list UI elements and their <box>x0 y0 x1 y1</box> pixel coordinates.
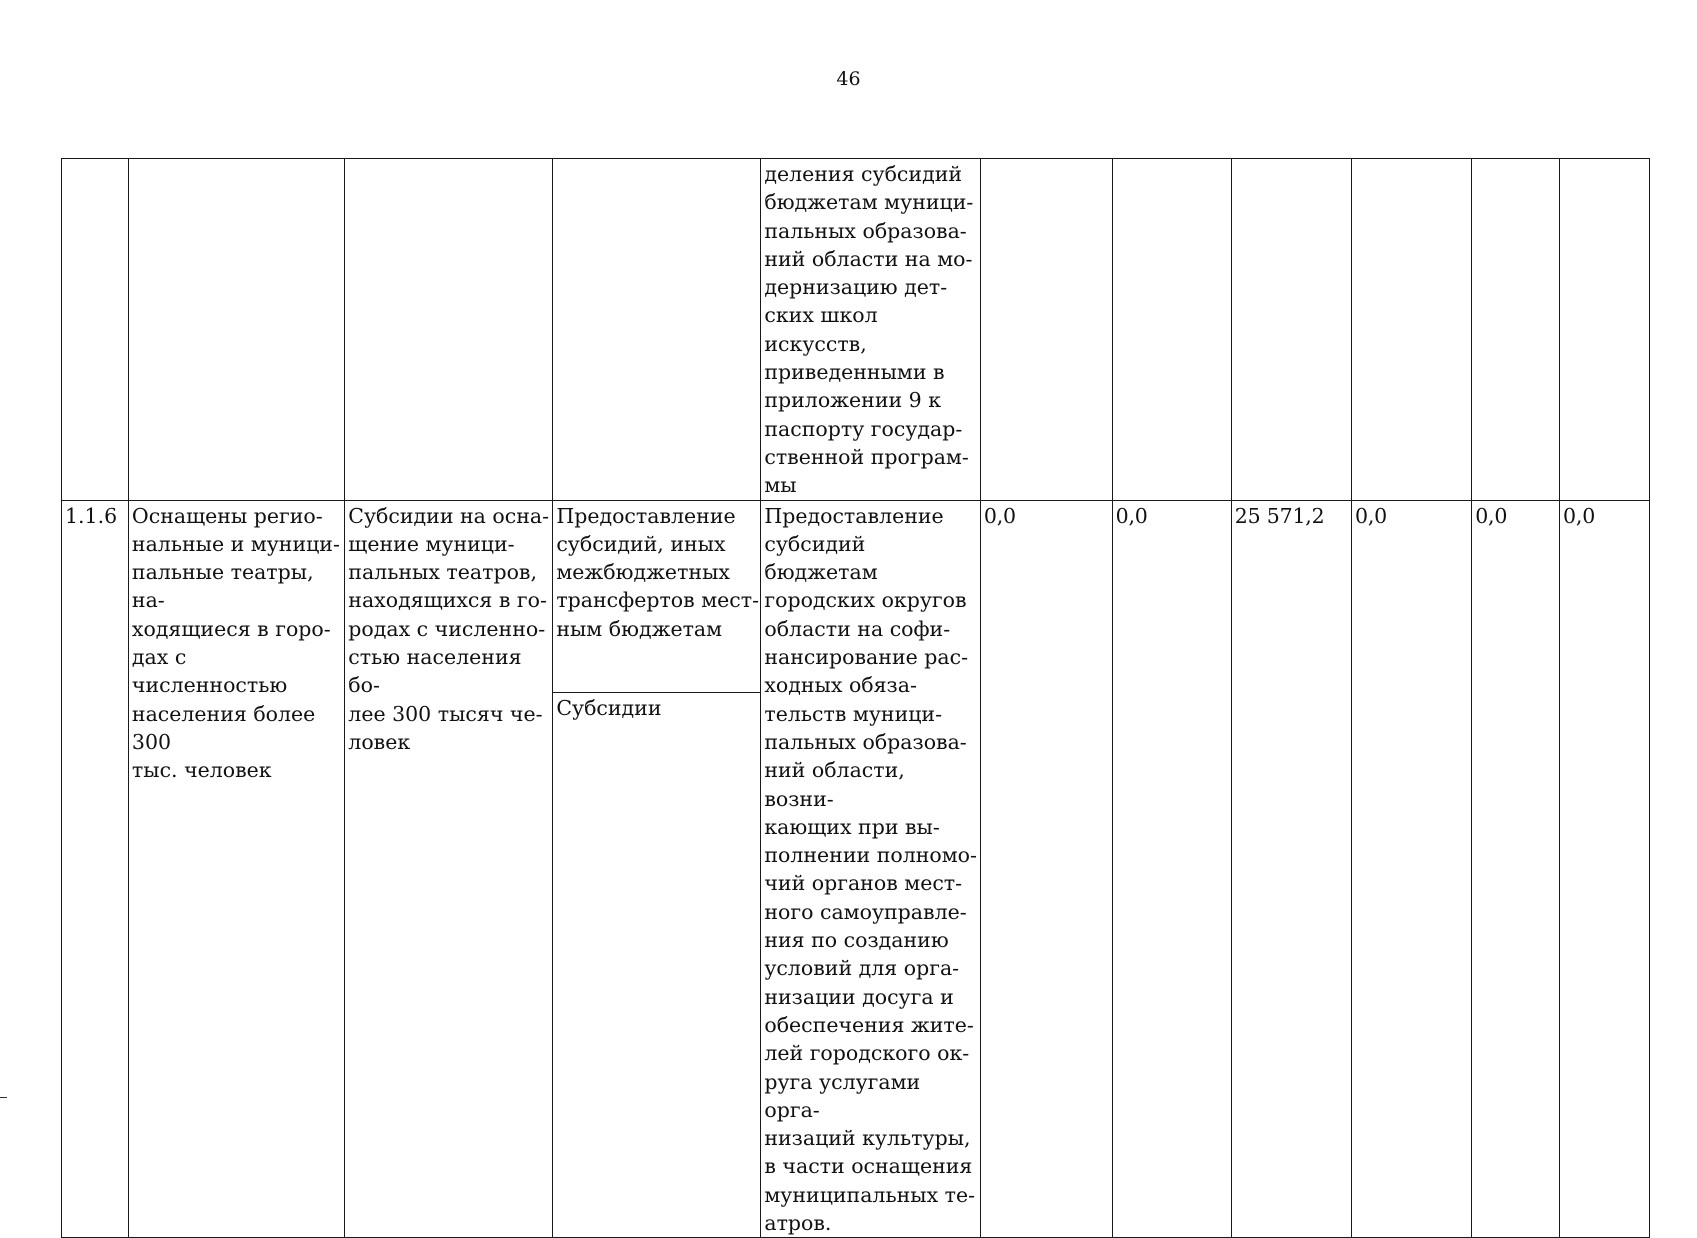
cell-empty <box>1472 159 1560 501</box>
cell-event <box>345 500 553 1238</box>
cell-value-4 <box>1352 500 1472 1238</box>
result-text: Оснащены регио- нальные и муници- пальные театры, на- ходящиеся в горо- дах с численностью населения более 300 тыс. человек <box>131 503 340 783</box>
cell-value-6 <box>1560 500 1650 1238</box>
cell-continuation-text <box>761 159 981 501</box>
page-number: 46 <box>836 68 861 90</box>
description-text: Предоставление субсидий бюджетам городских округов области на софи- нансирование рас- ходных обяза- тельств муници- пальных образова- ний области, возни- кающих при вы- полнении полномо- чий органов мест- ного самоуправле- ния по созданию условий для орга- низации досуга и обеспечения жите- лей городского ок- руга услугами орга- низаций культуры, в части оснащения муниципальных те- атров. <box>764 503 977 1235</box>
event-text: Субсидии на осна- щение муници- пальных театров, находящихся в го- родах с численно- стью населения бо- лее 300 тысяч че- ловек <box>348 503 550 754</box>
cell-empty <box>1231 159 1351 501</box>
budget-table <box>61 158 1650 1238</box>
cell-result <box>128 500 344 1238</box>
value-3: 25 571,2 <box>1234 503 1325 528</box>
cell-empty <box>62 159 129 501</box>
cell-value-1 <box>980 500 1112 1238</box>
value-6: 0,0 <box>1563 503 1596 528</box>
type-secondary-text: Субсидии <box>556 695 662 720</box>
cell-value-2 <box>1112 500 1231 1238</box>
cell-value-3 <box>1231 500 1351 1238</box>
cell-description <box>761 500 981 1238</box>
cell-empty <box>1560 159 1650 501</box>
cell-empty <box>980 159 1112 501</box>
cell-empty <box>553 159 761 501</box>
cell-empty <box>1112 159 1231 501</box>
continuation-text: деления субсидий бюджетам муници- пальных образова- ний области на мо- дернизацию дет- ских школ искусств, приведенными в приложении 9 к паспорту государ- ственной програм- мы <box>764 162 974 498</box>
table-row-continuation <box>62 159 1650 501</box>
value-2: 0,0 <box>1115 503 1148 528</box>
type-primary-text: Предоставление субсидий, иных межбюджетных трансфертов мест- ным бюджетам <box>556 503 760 641</box>
cell-empty <box>128 159 344 501</box>
cell-empty <box>1352 159 1472 501</box>
cell-value-5 <box>1472 500 1560 1238</box>
cell-empty <box>345 159 553 501</box>
scan-mark <box>0 1097 7 1098</box>
cell-type-secondary <box>553 692 761 1238</box>
value-5: 0,0 <box>1475 503 1508 528</box>
row-number: 1.1.6 <box>65 503 118 528</box>
value-4: 0,0 <box>1355 503 1388 528</box>
cell-type-primary <box>553 500 761 692</box>
table-row-1-1-6 <box>62 500 1650 692</box>
cell-row-number <box>62 500 129 1238</box>
value-1: 0,0 <box>983 503 1016 528</box>
